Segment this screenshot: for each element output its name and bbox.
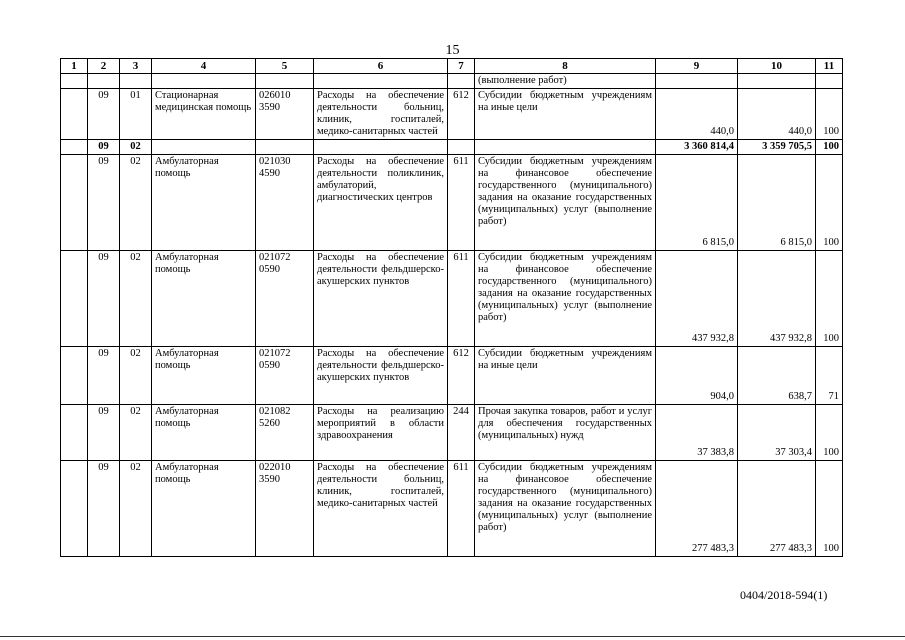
cell-name: Амбулаторная помощь xyxy=(152,155,256,251)
cell-actual: 437 932,8 xyxy=(738,251,816,347)
cell-planned: 904,0 xyxy=(656,347,738,405)
header-cell: 10 xyxy=(738,59,816,74)
cell-percent: 100 xyxy=(816,155,843,251)
cell-target-code: 026010 3590 xyxy=(256,89,314,140)
cell-target-name: Расходы на обеспечение деятельности фельдшерско-акушерских пунктов xyxy=(314,251,448,347)
cell-index xyxy=(61,89,88,140)
cell-percent: 100 xyxy=(816,89,843,140)
cell-section: 09 xyxy=(88,155,120,251)
cell-target-name: Расходы на обеспечение деятельности больниц, клиник, госпиталей, медико-санитарных частей xyxy=(314,461,448,557)
header-cell: 8 xyxy=(475,59,656,74)
cell-expense-type xyxy=(448,140,475,155)
cell-actual: 440,0 xyxy=(738,89,816,140)
cell-planned: 437 932,8 xyxy=(656,251,738,347)
cell-subsection: 02 xyxy=(120,140,152,155)
header-cell: 2 xyxy=(88,59,120,74)
cell-subsection: 01 xyxy=(120,89,152,140)
cell-target-name: Расходы на реализацию мероприятий в области здравоохранения xyxy=(314,405,448,461)
cell-planned: 6 815,0 xyxy=(656,155,738,251)
cell-target-name: Расходы на обеспечение деятельности больниц, клиник, госпиталей, медико-санитарных частей xyxy=(314,89,448,140)
cell-percent: 100 xyxy=(816,251,843,347)
cell-target-code: 021072 0590 xyxy=(256,347,314,405)
cell-expense-name: Субсидии бюджетным учреждениям на иные цели xyxy=(475,89,656,140)
cell-percent xyxy=(816,74,843,89)
cell-expense-type: 244 xyxy=(448,405,475,461)
cell-subsection: 02 xyxy=(120,155,152,251)
header-cell: 9 xyxy=(656,59,738,74)
cell-target-code xyxy=(256,140,314,155)
cell-name xyxy=(152,140,256,155)
cell-percent: 71 xyxy=(816,347,843,405)
cell-expense-type: 611 xyxy=(448,461,475,557)
header-cell: 6 xyxy=(314,59,448,74)
cell-expense-name xyxy=(475,140,656,155)
cell-name: Амбулаторная помощь xyxy=(152,405,256,461)
cell-section: 09 xyxy=(88,461,120,557)
cell-section: 09 xyxy=(88,251,120,347)
page-edge-line xyxy=(0,636,905,637)
cell-section: 09 xyxy=(88,347,120,405)
cell-section xyxy=(88,74,120,89)
cell-expense-name: Субсидии бюджетным учреждениям на финансовое обеспечение государственного (муниципального) задания на оказание государственных (муниципальных) услуг (выполнение работ) xyxy=(475,155,656,251)
cell-expense-name: Субсидии бюджетным учреждениям на финансовое обеспечение государственного (муниципального) задания на оказание государственных (муниципальных) услуг (выполнение работ) xyxy=(475,251,656,347)
cell-actual: 6 815,0 xyxy=(738,155,816,251)
header-cell: 3 xyxy=(120,59,152,74)
cell-index xyxy=(61,251,88,347)
table-row xyxy=(61,461,843,557)
cell-actual: 3 359 705,5 xyxy=(738,140,816,155)
cell-expense-type: 612 xyxy=(448,347,475,405)
cell-subsection: 02 xyxy=(120,251,152,347)
header-cell: 11 xyxy=(816,59,843,74)
cell-index xyxy=(61,461,88,557)
cell-planned: 37 383,8 xyxy=(656,405,738,461)
cell-subsection: 02 xyxy=(120,461,152,557)
table-row xyxy=(61,405,843,461)
cell-name: Стационарная медицинская помощь xyxy=(152,89,256,140)
cell-index xyxy=(61,140,88,155)
cell-target-code: 022010 3590 xyxy=(256,461,314,557)
cell-subsection: 02 xyxy=(120,405,152,461)
cell-expense-name: Прочая закупка товаров, работ и услуг для обеспечения государственных (муниципальных) нужд xyxy=(475,405,656,461)
cell-actual: 277 483,3 xyxy=(738,461,816,557)
cell-expense-type xyxy=(448,74,475,89)
header-row xyxy=(61,59,843,74)
cell-expense-type: 611 xyxy=(448,251,475,347)
table-row xyxy=(61,251,843,347)
cell-subsection: 02 xyxy=(120,347,152,405)
cell-index xyxy=(61,347,88,405)
cell-target-name xyxy=(314,74,448,89)
cell-expense-name: (выполнение работ) xyxy=(475,74,656,89)
cell-planned: 3 360 814,4 xyxy=(656,140,738,155)
table-row xyxy=(61,347,843,405)
cell-index xyxy=(61,155,88,251)
cell-subsection xyxy=(120,74,152,89)
cell-expense-name: Субсидии бюджетным учреждениям на иные цели xyxy=(475,347,656,405)
document-code: 0404/2018-594(1) xyxy=(740,588,828,602)
cell-actual xyxy=(738,74,816,89)
cell-target-name xyxy=(314,140,448,155)
cell-percent: 100 xyxy=(816,140,843,155)
cell-planned xyxy=(656,74,738,89)
cell-section: 09 xyxy=(88,405,120,461)
table-row xyxy=(61,155,843,251)
cell-expense-type: 611 xyxy=(448,155,475,251)
cell-target-code xyxy=(256,74,314,89)
cell-section: 09 xyxy=(88,140,120,155)
cell-target-name: Расходы на обеспечение деятельности поликлиник, амбулаторий, диагностических центров xyxy=(314,155,448,251)
cell-index xyxy=(61,74,88,89)
cell-planned: 277 483,3 xyxy=(656,461,738,557)
table-row xyxy=(61,74,843,89)
header-cell: 5 xyxy=(256,59,314,74)
header-cell: 1 xyxy=(61,59,88,74)
cell-percent: 100 xyxy=(816,405,843,461)
cell-name: Амбулаторная помощь xyxy=(152,461,256,557)
cell-target-code: 021072 0590 xyxy=(256,251,314,347)
budget-table xyxy=(60,58,843,557)
cell-planned: 440,0 xyxy=(656,89,738,140)
cell-target-name: Расходы на обеспечение деятельности фельдшерско-акушерских пунктов xyxy=(314,347,448,405)
header-cell: 4 xyxy=(152,59,256,74)
cell-name: Амбулаторная помощь xyxy=(152,251,256,347)
cell-section: 09 xyxy=(88,89,120,140)
header-cell: 7 xyxy=(448,59,475,74)
page-number: 15 xyxy=(445,43,460,58)
cell-target-code: 021082 5260 xyxy=(256,405,314,461)
cell-name: Амбулаторная помощь xyxy=(152,347,256,405)
cell-target-code: 021030 4590 xyxy=(256,155,314,251)
cell-index xyxy=(61,405,88,461)
cell-percent: 100 xyxy=(816,461,843,557)
cell-actual: 638,7 xyxy=(738,347,816,405)
cell-name xyxy=(152,74,256,89)
cell-expense-type: 612 xyxy=(448,89,475,140)
subtotal-row xyxy=(61,140,843,155)
table-row xyxy=(61,89,843,140)
cell-expense-name: Субсидии бюджетным учреждениям на финансовое обеспечение государственного (муниципального) задания на оказание государственных (муниципальных) услуг (выполнение работ) xyxy=(475,461,656,557)
cell-actual: 37 303,4 xyxy=(738,405,816,461)
